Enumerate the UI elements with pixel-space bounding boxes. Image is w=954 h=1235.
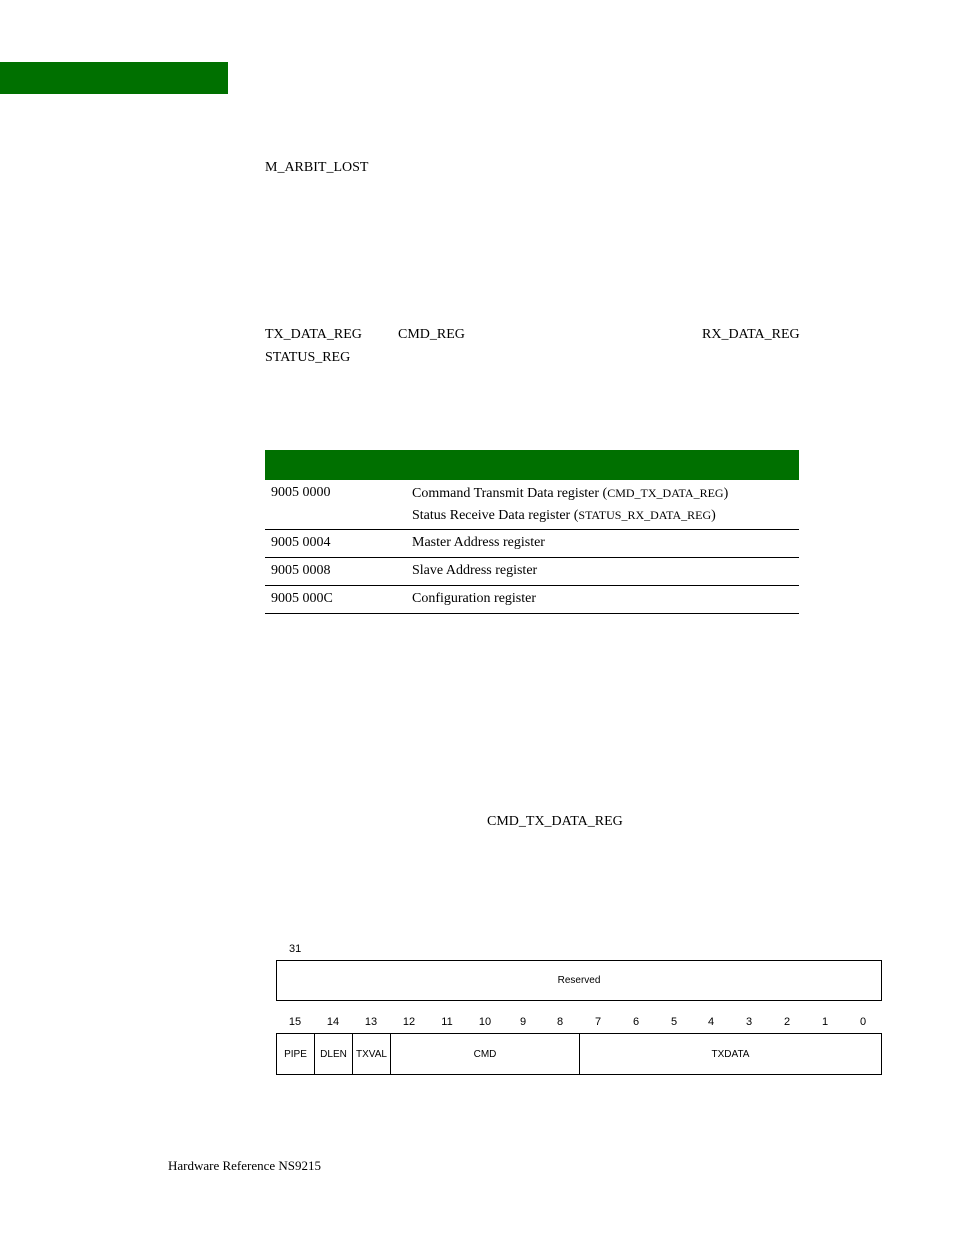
cmd-reg-text: CMD_REG (398, 327, 465, 342)
bit-number: 3 (745, 1016, 753, 1028)
cmd-tx-data-reg-text: CMD_TX_DATA_REG (487, 814, 623, 829)
row-description: Configuration register (412, 591, 537, 606)
bit-number: 0 (859, 1016, 867, 1028)
row-description: Master Address register (412, 535, 545, 550)
reserved-field (276, 960, 882, 1001)
bit-number: 15 (288, 1016, 302, 1028)
bit-number: 7 (594, 1016, 602, 1028)
bit-number: 8 (556, 1016, 564, 1028)
tx-data-reg-text: TX_DATA_REG (265, 327, 362, 342)
pipe-field: PIPE (277, 1034, 315, 1074)
cmd-field: CMD (391, 1034, 580, 1074)
bit-number: 2 (783, 1016, 791, 1028)
bit-number: 9 (519, 1016, 527, 1028)
row-address: 9005 0008 (271, 563, 331, 578)
row-description-2: Status Receive Data register (STATUS_RX_DATA_REG) (412, 508, 716, 523)
bit-number: 13 (364, 1016, 378, 1028)
status-reg-text: STATUS_REG (265, 350, 351, 365)
reserved-label: Reserved (557, 975, 601, 986)
bit-number: 11 (441, 1016, 453, 1028)
lower-field-row (276, 1033, 882, 1075)
bit-number: 4 (707, 1016, 715, 1028)
row-address: 9005 000C (271, 591, 333, 606)
row-description: Slave Address register (412, 563, 538, 578)
rx-data-reg-text: RX_DATA_REG (702, 327, 800, 342)
bit-number-31: 31 (289, 943, 302, 955)
arbit-lost-text: M_ARBIT_LOST (265, 160, 369, 175)
row-description: Command Transmit Data register (CMD_TX_DATA_REG) (412, 486, 729, 501)
bit-number: 6 (632, 1016, 640, 1028)
txdata-field: TXDATA (711, 1048, 750, 1060)
dlen-field: DLEN (315, 1034, 353, 1074)
bit-number: 5 (670, 1016, 678, 1028)
txval-field: TXVAL (353, 1034, 391, 1074)
bit-number: 10 (478, 1016, 492, 1028)
row-address: 9005 0000 (271, 485, 331, 500)
row-address: 9005 0004 (271, 535, 331, 550)
bit-number: 12 (402, 1016, 416, 1028)
bit-number: 1 (821, 1016, 829, 1028)
footer-text: Hardware Reference NS9215 (168, 1158, 322, 1173)
bit-number: 14 (326, 1016, 340, 1028)
